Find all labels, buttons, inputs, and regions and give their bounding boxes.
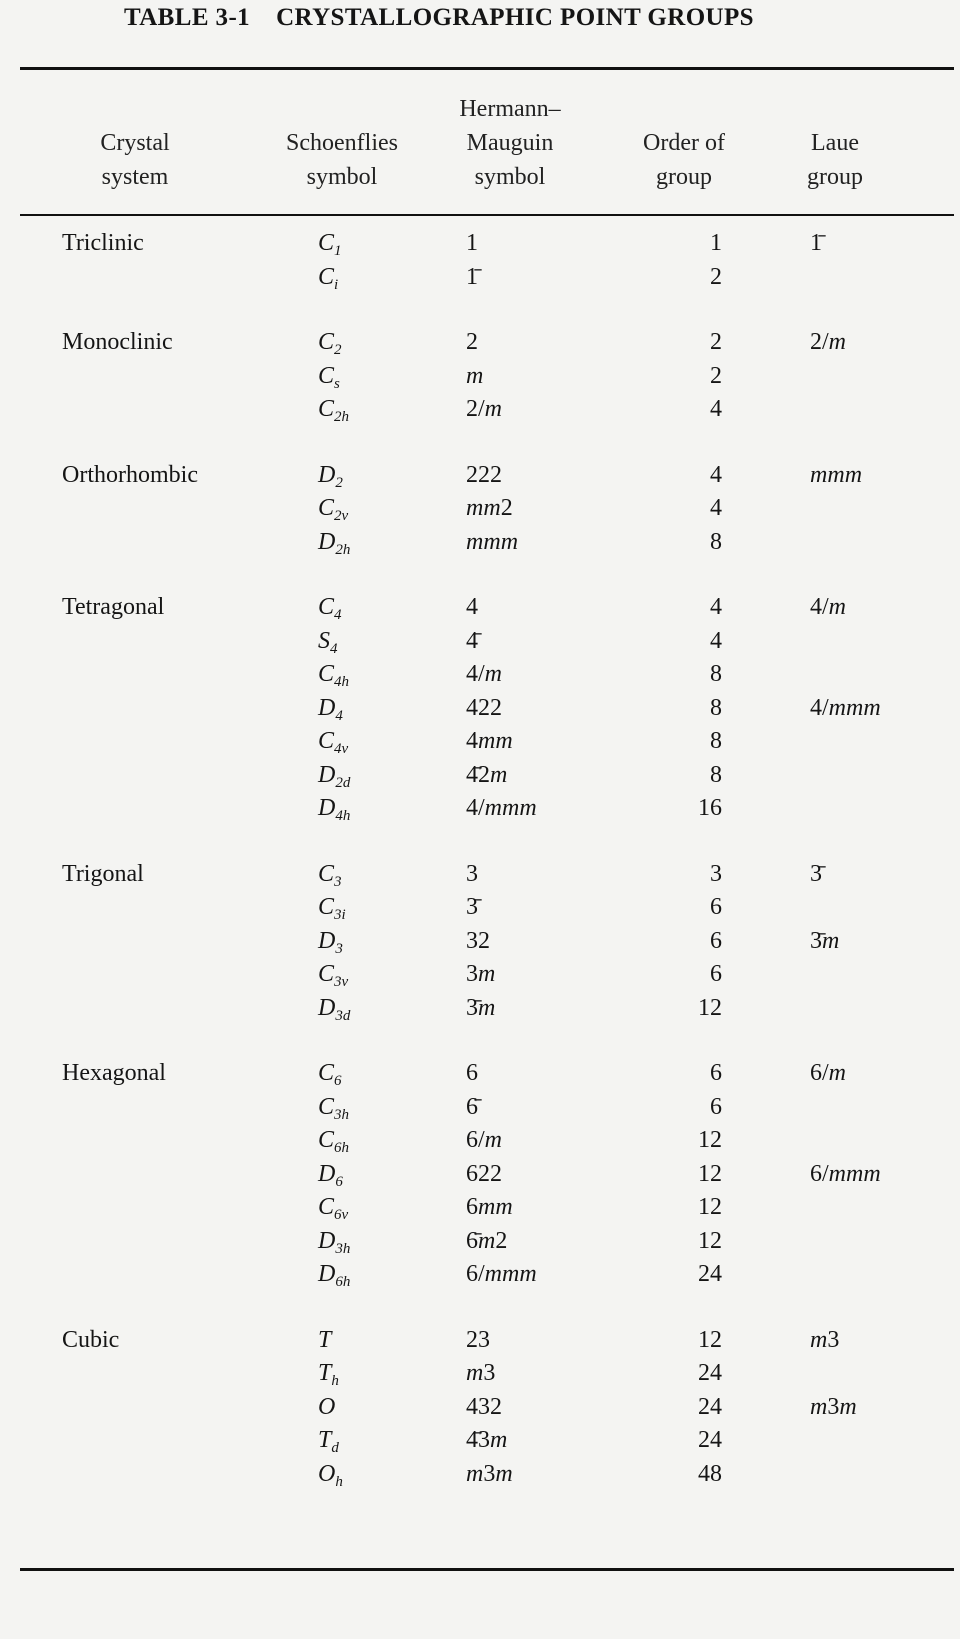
schoenflies-cell <box>318 491 448 525</box>
header-order-of-group: Order of group <box>643 130 725 190</box>
hermann-mauguin-cell: 23 <box>466 1326 490 1353</box>
schoenflies-subscript: s <box>334 375 340 392</box>
schoenflies-cell <box>318 590 448 624</box>
schoenflies-cell <box>318 359 448 393</box>
order-of-group-cell: 12 <box>698 1194 722 1220</box>
hermann-mauguin-cell: 43m <box>466 1427 508 1453</box>
schoenflies-subscript: h <box>331 1373 339 1389</box>
schoenflies-cell <box>318 392 448 426</box>
schoenflies-subscript: 4 <box>330 640 338 657</box>
schoenflies-cell <box>318 1157 448 1191</box>
schoenflies-symbol: D <box>318 461 336 488</box>
schoenflies-subscript: 3d <box>335 1007 351 1024</box>
schoenflies-cell <box>318 724 448 758</box>
schoenflies-subscript: i <box>334 276 339 293</box>
hermann-mauguin-cell: 3 <box>466 860 478 887</box>
order-of-group-cell: 8 <box>710 728 722 754</box>
hermann-mauguin-cell: m <box>466 362 484 389</box>
order-of-group-cell: 6 <box>710 1060 722 1086</box>
schoenflies-cell <box>318 525 448 559</box>
schoenflies-cell <box>318 1190 448 1224</box>
crystal-system-cell <box>62 624 262 658</box>
header-hermann-mauguin: Hermann– Mauguin symbol <box>459 96 561 190</box>
schoenflies-cell <box>318 890 448 924</box>
hermann-mauguin-cell: 4mm <box>466 728 513 754</box>
schoenflies-subscript: 4h <box>335 808 351 824</box>
schoenflies-subscript: 2h <box>335 541 351 558</box>
schoenflies-cell <box>318 1090 448 1124</box>
schoenflies-subscript: 2v <box>334 508 349 524</box>
hermann-mauguin-cell: 222 <box>466 461 502 488</box>
schoenflies-symbol: O <box>318 1460 336 1487</box>
schoenflies-symbol: C <box>318 894 335 920</box>
laue-group-cell <box>810 791 950 825</box>
laue-group-cell: 3m <box>810 927 840 954</box>
schoenflies-symbol: D <box>318 694 336 721</box>
schoenflies-symbol: C <box>318 1060 335 1086</box>
crystal-system-cell <box>62 392 262 426</box>
order-of-group-cell: 2 <box>710 329 722 355</box>
schoenflies-symbol: O <box>318 1393 336 1420</box>
schoenflies-symbol: D <box>318 927 336 954</box>
crystal-system-cell <box>62 1390 262 1424</box>
order-of-group-cell: 16 <box>698 795 722 821</box>
crystal-system-cell <box>62 924 262 958</box>
crystal-system-cell <box>62 1257 262 1291</box>
order-of-group-cell: 4 <box>710 495 722 521</box>
hermann-mauguin-cell: 42m <box>466 761 508 788</box>
crystal-system-cell <box>62 724 262 758</box>
schoenflies-subscript: 1 <box>334 243 342 259</box>
table-number: TABLE 3-1 <box>124 4 251 31</box>
order-of-group-cell: 12 <box>698 1160 722 1187</box>
hermann-mauguin-cell: mm2 <box>466 495 513 521</box>
crystal-system-cell: Tetragonal <box>62 594 165 620</box>
laue-group-cell <box>810 624 950 658</box>
schoenflies-cell <box>318 1224 448 1258</box>
table-title-text: CRYSTALLOGRAPHIC POINT GROUPS <box>276 4 754 31</box>
schoenflies-symbol: D <box>318 994 336 1021</box>
hermann-mauguin-cell: m3m <box>466 1460 513 1487</box>
schoenflies-subscript: 6v <box>334 1207 349 1223</box>
crystal-system-cell: Hexagonal <box>62 1060 166 1086</box>
laue-group-cell <box>810 1190 950 1224</box>
schoenflies-cell <box>318 226 448 260</box>
schoenflies-symbol: C <box>318 961 335 987</box>
laue-group-cell: 3 <box>810 860 822 887</box>
schoenflies-subscript: 2h <box>334 409 350 425</box>
laue-group-cell <box>810 1356 950 1390</box>
header-laue-group: Laue group <box>807 130 863 190</box>
schoenflies-subscript: 3h <box>334 1106 350 1123</box>
hermann-mauguin-cell: 432 <box>466 1393 502 1420</box>
crystal-system-cell <box>62 791 262 825</box>
crystal-system-cell: Monoclinic <box>62 329 173 355</box>
order-of-group-cell: 24 <box>698 1427 722 1453</box>
laue-group-cell <box>810 260 950 294</box>
laue-group-cell <box>810 359 950 393</box>
laue-group-cell: 6/mmm <box>810 1160 881 1187</box>
laue-group-cell <box>810 1423 950 1457</box>
crystal-system-cell <box>62 1224 262 1258</box>
laue-group-cell: mmm <box>810 461 863 488</box>
crystal-system-cell <box>62 691 262 725</box>
crystal-system-cell <box>62 1090 262 1124</box>
order-of-group-cell: 3 <box>710 860 722 887</box>
crystal-system-cell <box>62 758 262 792</box>
laue-group-cell <box>810 392 950 426</box>
schoenflies-symbol: T <box>318 1326 332 1353</box>
hermann-mauguin-cell: 1 <box>466 263 478 290</box>
crystal-system-cell <box>62 1457 262 1491</box>
hermann-mauguin-cell: 2/m <box>466 396 503 422</box>
schoenflies-subscript: 3 <box>334 873 342 890</box>
crystal-system-cell <box>62 1423 262 1457</box>
schoenflies-cell <box>318 1123 448 1157</box>
schoenflies-symbol: T <box>318 1427 332 1453</box>
schoenflies-subscript: 2 <box>334 342 342 358</box>
schoenflies-symbol: C <box>318 1127 335 1153</box>
laue-group-cell <box>810 724 950 758</box>
schoenflies-symbol: T <box>318 1360 332 1386</box>
hermann-mauguin-cell: 3m <box>466 961 496 987</box>
schoenflies-symbol: C <box>318 661 335 687</box>
schoenflies-subscript: d <box>331 1440 339 1456</box>
order-of-group-cell: 6 <box>710 1093 722 1120</box>
schoenflies-symbol: C <box>318 230 335 256</box>
laue-group-cell <box>810 491 950 525</box>
schoenflies-subscript: 6 <box>334 1073 342 1089</box>
schoenflies-symbol: D <box>318 528 336 555</box>
schoenflies-cell <box>318 1323 448 1357</box>
laue-group-cell: 4/mmm <box>810 694 881 721</box>
crystal-system-cell: Trigonal <box>62 860 144 887</box>
schoenflies-cell <box>318 624 448 658</box>
order-of-group-cell: 2 <box>710 263 722 290</box>
laue-group-cell <box>810 525 950 559</box>
bottom-rule <box>20 1568 954 1571</box>
order-of-group-cell: 6 <box>710 927 722 954</box>
hermann-mauguin-cell: 6 <box>466 1060 478 1086</box>
laue-group-cell: 4/m <box>810 594 847 620</box>
schoenflies-cell <box>318 691 448 725</box>
crystal-system-cell <box>62 525 262 559</box>
schoenflies-symbol: D <box>318 1227 336 1254</box>
order-of-group-cell: 4 <box>710 627 722 654</box>
order-of-group-cell: 8 <box>710 661 722 687</box>
schoenflies-subscript: 4v <box>334 741 349 757</box>
crystal-system-cell: Triclinic <box>62 230 144 256</box>
hermann-mauguin-cell: 32 <box>466 927 490 954</box>
schoenflies-symbol: C <box>318 1194 335 1220</box>
schoenflies-subscript: 4h <box>334 674 350 690</box>
hermann-mauguin-cell: 4 <box>466 594 478 620</box>
schoenflies-cell <box>318 1457 448 1491</box>
schoenflies-cell <box>318 325 448 359</box>
schoenflies-symbol: D <box>318 1261 336 1287</box>
schoenflies-subscript: 6h <box>335 1274 351 1290</box>
hermann-mauguin-cell: 622 <box>466 1160 502 1187</box>
schoenflies-symbol: D <box>318 1160 336 1187</box>
hermann-mauguin-cell: 1 <box>466 230 478 256</box>
order-of-group-cell: 4 <box>710 396 722 422</box>
order-of-group-cell: 2 <box>710 362 722 389</box>
laue-group-cell <box>810 1257 950 1291</box>
schoenflies-cell <box>318 857 448 891</box>
hermann-mauguin-cell: 3 <box>466 894 478 920</box>
header-crystal-system: Crystal system <box>100 130 170 190</box>
hermann-mauguin-cell: 4/m <box>466 661 503 687</box>
order-of-group-cell: 6 <box>710 961 722 987</box>
schoenflies-cell <box>318 458 448 492</box>
schoenflies-symbol: C <box>318 495 335 521</box>
hermann-mauguin-cell: 422 <box>466 694 502 721</box>
order-of-group-cell: 24 <box>698 1261 722 1287</box>
laue-group-cell <box>810 1090 950 1124</box>
crystal-system-cell: Cubic <box>62 1326 120 1353</box>
schoenflies-symbol: C <box>318 594 335 620</box>
order-of-group-cell: 24 <box>698 1393 722 1420</box>
schoenflies-symbol: C <box>318 396 335 422</box>
order-of-group-cell: 4 <box>710 594 722 620</box>
hermann-mauguin-cell: 6mm <box>466 1194 513 1220</box>
laue-group-cell: m3 <box>810 1326 840 1353</box>
schoenflies-symbol: C <box>318 329 335 355</box>
order-of-group-cell: 6 <box>710 894 722 920</box>
schoenflies-subscript: 3 <box>335 940 343 957</box>
hermann-mauguin-cell: 3m <box>466 994 496 1021</box>
crystal-system-cell <box>62 991 262 1025</box>
order-of-group-cell: 8 <box>710 528 722 555</box>
schoenflies-cell <box>318 1423 448 1457</box>
crystal-system-cell <box>62 890 262 924</box>
schoenflies-cell <box>318 260 448 294</box>
laue-group-cell <box>810 957 950 991</box>
crystal-system-cell <box>62 491 262 525</box>
order-of-group-cell: 8 <box>710 694 722 721</box>
schoenflies-symbol: D <box>318 761 336 788</box>
hermann-mauguin-cell: m3 <box>466 1360 496 1386</box>
schoenflies-subscript: 4 <box>335 707 343 724</box>
order-of-group-cell: 1 <box>710 230 722 256</box>
hermann-mauguin-cell: 6/m <box>466 1127 503 1153</box>
schoenflies-subscript: 6 <box>335 1173 343 1190</box>
schoenflies-subscript: 2 <box>335 474 343 491</box>
laue-group-cell <box>810 758 950 792</box>
order-of-group-cell: 12 <box>698 994 722 1021</box>
order-of-group-cell: 24 <box>698 1360 722 1386</box>
schoenflies-subscript: 2d <box>335 774 351 791</box>
crystal-system-cell <box>62 260 262 294</box>
order-of-group-cell: 48 <box>698 1460 722 1487</box>
schoenflies-symbol: C <box>318 263 335 290</box>
crystal-system-cell: Orthorhombic <box>62 461 198 488</box>
crystal-system-cell <box>62 957 262 991</box>
schoenflies-subscript: 3h <box>335 1240 351 1257</box>
hermann-mauguin-cell: 6m2 <box>466 1227 508 1254</box>
schoenflies-cell <box>318 657 448 691</box>
schoenflies-symbol: C <box>318 1093 335 1120</box>
schoenflies-cell <box>318 957 448 991</box>
schoenflies-symbol: C <box>318 362 335 389</box>
order-of-group-cell: 4 <box>710 461 722 488</box>
schoenflies-symbol: C <box>318 860 335 887</box>
schoenflies-cell <box>318 1390 448 1424</box>
schoenflies-cell <box>318 991 448 1025</box>
laue-group-cell: m3m <box>810 1393 857 1420</box>
crystal-system-cell <box>62 657 262 691</box>
hermann-mauguin-cell: 6/mmm <box>466 1261 537 1287</box>
laue-group-cell: 1 <box>810 230 822 256</box>
hermann-mauguin-cell: 4/mmm <box>466 795 537 821</box>
schoenflies-subscript: 4 <box>334 607 342 623</box>
crystal-system-cell <box>62 1190 262 1224</box>
laue-group-cell <box>810 890 950 924</box>
schoenflies-cell <box>318 758 448 792</box>
schoenflies-subscript: h <box>335 1473 343 1490</box>
crystal-system-cell <box>62 1157 262 1191</box>
order-of-group-cell: 8 <box>710 761 722 788</box>
schoenflies-cell <box>318 1257 448 1291</box>
laue-group-cell: 6/m <box>810 1060 847 1086</box>
order-of-group-cell: 12 <box>698 1127 722 1153</box>
laue-group-cell <box>810 1123 950 1157</box>
schoenflies-cell <box>318 924 448 958</box>
hermann-mauguin-cell: 2 <box>466 329 478 355</box>
schoenflies-cell <box>318 1356 448 1390</box>
schoenflies-symbol: C <box>318 728 335 754</box>
schoenflies-cell <box>318 1056 448 1090</box>
crystal-system-cell <box>62 1356 262 1390</box>
schoenflies-symbol: S <box>318 627 330 654</box>
laue-group-cell <box>810 1224 950 1258</box>
laue-group-cell: 2/m <box>810 329 847 355</box>
laue-group-cell <box>810 657 950 691</box>
hermann-mauguin-cell: mmm <box>466 528 519 555</box>
header-schoenflies: Schoenflies symbol <box>286 130 398 190</box>
schoenflies-subscript: 6h <box>334 1140 350 1156</box>
schoenflies-subscript: 3v <box>334 974 349 990</box>
hermann-mauguin-cell: 6 <box>466 1093 478 1120</box>
crystal-system-cell <box>62 1123 262 1157</box>
order-of-group-cell: 12 <box>698 1326 722 1353</box>
schoenflies-subscript: 3i <box>334 907 346 923</box>
laue-group-cell <box>810 991 950 1025</box>
order-of-group-cell: 12 <box>698 1227 722 1254</box>
schoenflies-symbol: D <box>318 795 336 821</box>
crystal-system-cell <box>62 359 262 393</box>
laue-group-cell <box>810 1457 950 1491</box>
schoenflies-cell <box>318 791 448 825</box>
hermann-mauguin-cell: 4 <box>466 627 478 654</box>
